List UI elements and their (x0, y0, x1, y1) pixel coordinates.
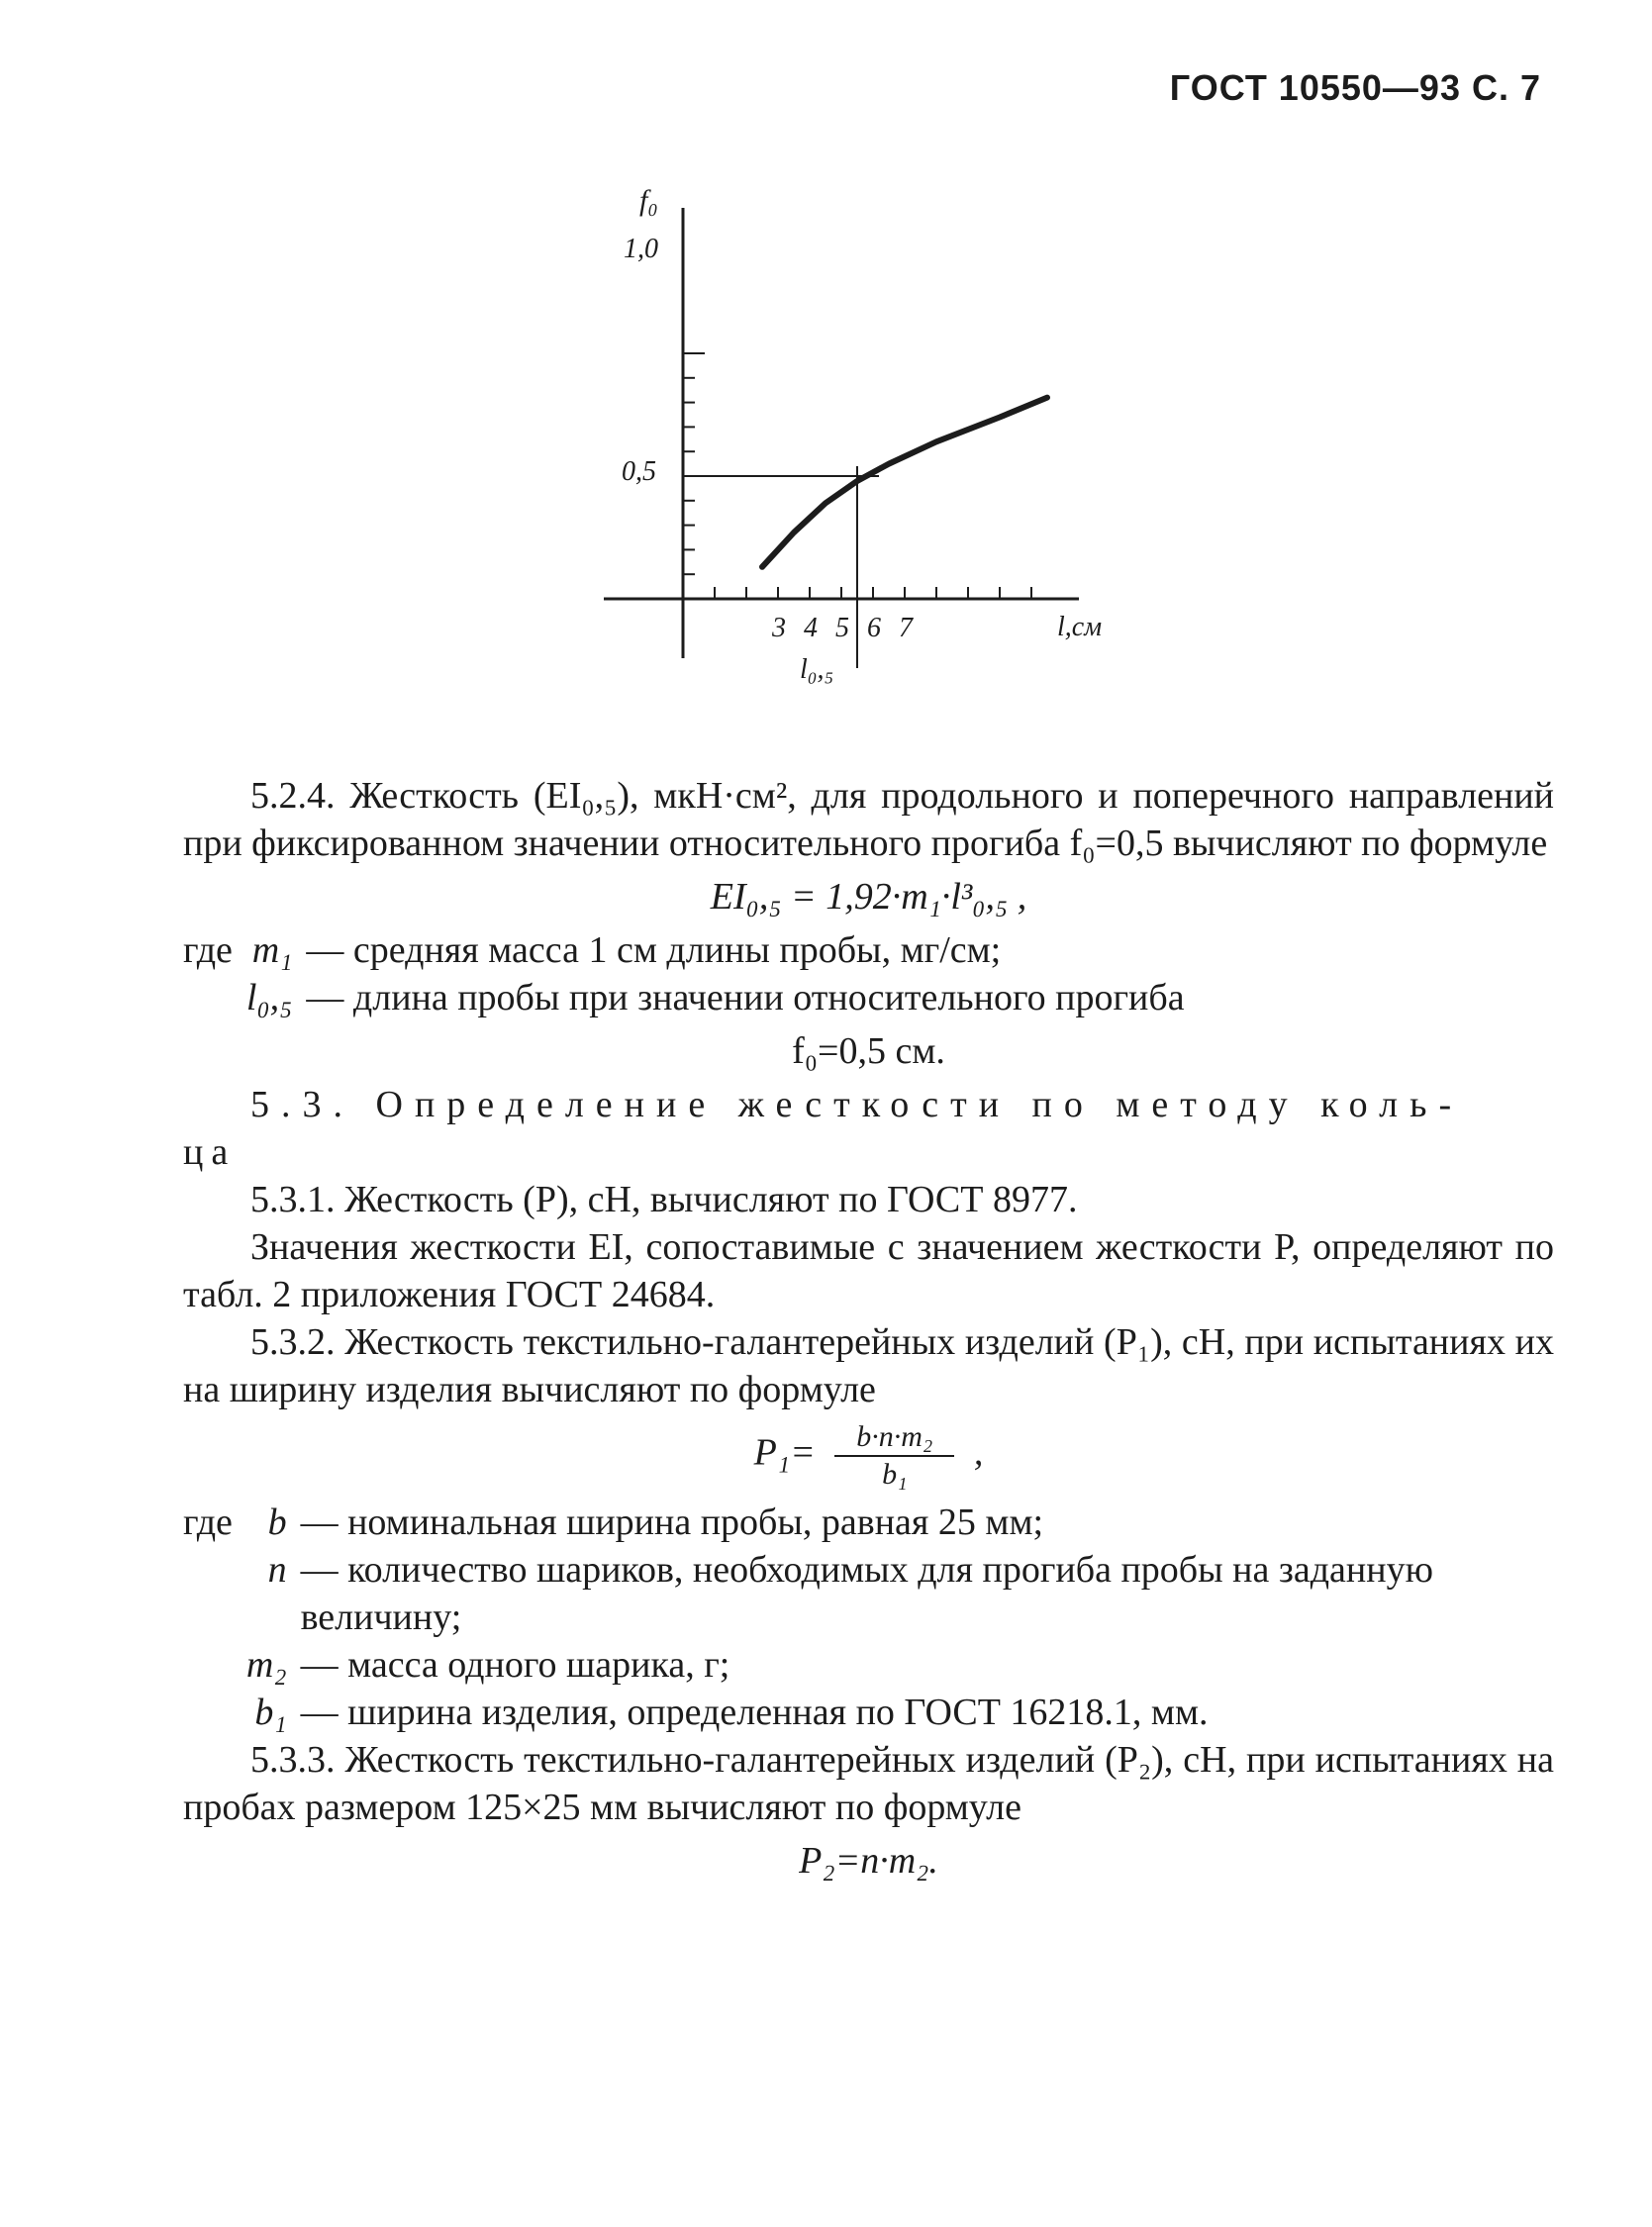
formula-p1-fraction (834, 1419, 954, 1493)
definition-1-variable: l₀,₅ (245, 977, 293, 1018)
x-tick-label: 5 (835, 613, 849, 643)
formula-p1-denominator: b₁ (882, 1458, 908, 1491)
y-tick-label-1: 1,0 (624, 234, 658, 264)
formula-p1-tail: , (973, 1431, 984, 1474)
page-header: ГОСТ 10550—93 С. 7 (1169, 67, 1541, 108)
x-axis-label: l,см (1057, 612, 1103, 642)
definition-2-lead (183, 1641, 233, 1689)
series-curve (762, 398, 1047, 567)
body-text (183, 772, 1554, 1890)
section-5-3-heading: 5.3. Определение жесткости по методу коль- (250, 1084, 1464, 1125)
definitions-1-tail: f₀=0,5 см. (792, 1030, 945, 1072)
definition-2-lead (183, 1689, 233, 1736)
x-minor-ticks (715, 587, 1031, 599)
x-tick-label: 6 (867, 613, 881, 643)
x-tick-label: 4 (804, 613, 818, 643)
y-minor-ticks (683, 353, 705, 574)
definition-2-description: — количество шариков, необходимых для прогиба пробы на заданную величину; (300, 1549, 1433, 1638)
definition-2-lead (183, 1546, 233, 1641)
formula-p2: P₂=n·m₂. (799, 1840, 938, 1882)
section-5-3-3: 5.3.3. Жесткость текстильно-галантерейных изделий (P₂), сН, при испытаниях на пробах размером 125×25 мм вычисляют по формуле (183, 1739, 1554, 1828)
marker-label: l₀,₅ (800, 654, 834, 685)
section-5-3-2: 5.3.2. Жесткость текстильно-галантерейных изделий (P₁), сН, при испытаниях их на ширину изделия вычисляют по формуле (183, 1321, 1554, 1410)
definitions-list-2 (183, 1499, 1554, 1736)
x-tick-labels (771, 613, 914, 643)
formula-p1-numerator: b·n·m₂ (834, 1419, 954, 1457)
definition-1-lead: где (183, 929, 233, 971)
section-5-3-heading-tail: ца (183, 1131, 237, 1173)
chart-svg (584, 178, 1138, 713)
y-axis-label: f₀ (639, 184, 658, 217)
stiffness-chart (584, 178, 1138, 713)
definition-1-variable: m₁ (251, 929, 293, 971)
x-tick-label: 3 (772, 613, 786, 643)
definitions-list-1 (183, 926, 1554, 1021)
formula-ei: EI₀,₅ = 1,92·m₁·l³₀,₅ , (710, 876, 1027, 918)
section-5-3-1: 5.3.1. Жесткость (P), сН, вычисляют по ГОСТ 8977. (250, 1179, 1078, 1220)
section-5-3-1-note: Значения жесткости EI, сопоставимые с значением жесткости P, определяют по табл. 2 приложения ГОСТ 24684. (183, 1226, 1554, 1315)
definition-2-description: — ширина изделия, определенная по ГОСТ 16218.1, мм. (300, 1692, 1209, 1733)
section-5-2-4: 5.2.4. Жесткость (EI₀,₅), мкН·см², для продольного и поперечного направлений при фиксированном значении относительного прогиба f₀=0,5 вычисляют по формуле (183, 775, 1554, 864)
definition-1-lead (183, 974, 233, 1021)
definition-2-description: — номинальная ширина пробы, равная 25 мм; (300, 1501, 1044, 1543)
formula-p1-lhs: P₁= (753, 1431, 816, 1474)
definition-2-lead: где (183, 1501, 233, 1543)
definition-1-description: — средняя масса 1 см длины пробы, мг/см; (306, 929, 1002, 971)
chart-marks (683, 398, 1047, 668)
definition-2-variable: n (267, 1549, 287, 1591)
definition-2-variable: b (267, 1501, 287, 1543)
formula-p1 (183, 1419, 1554, 1493)
definition-2-variable: m₂ (245, 1644, 287, 1686)
definition-2-variable: b₁ (254, 1692, 287, 1733)
y-tick-label-05: 0,5 (622, 456, 656, 487)
x-tick-label: 7 (899, 613, 913, 643)
definition-1-description: — длина пробы при значении относительного прогиба (306, 977, 1185, 1018)
definition-2-description: — масса одного шарика, г; (300, 1644, 730, 1686)
